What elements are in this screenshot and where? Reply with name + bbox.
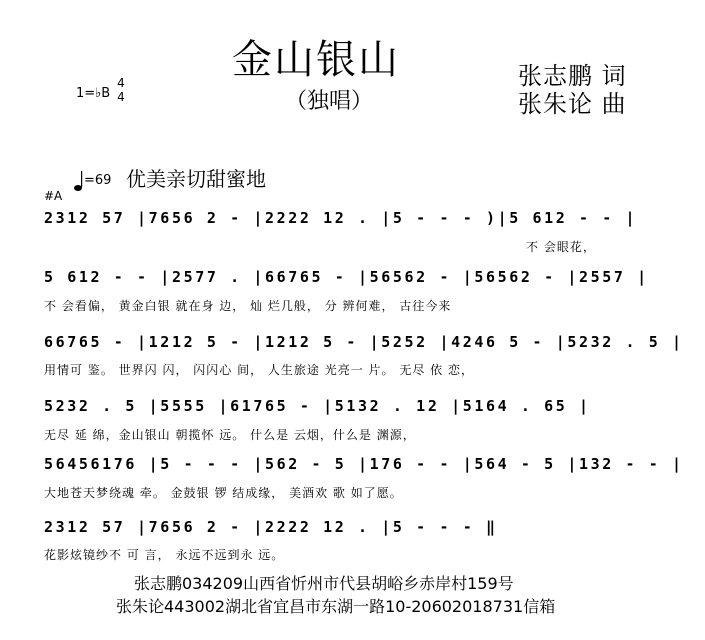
tempo-marking: =69 — [84, 173, 112, 188]
expression-marking: 优美亲切甜蜜地 — [126, 167, 266, 191]
lyricist-address: 张志鹏034209山西省忻州市代县胡峪乡赤岸村159号 — [134, 574, 514, 593]
score-line-4-lyrics: 无尽 延 绵，金山银山 朝揽怀 远。 什么是 云烟，什么是 渊源， — [44, 428, 416, 442]
score-line-4-music: 5232 . 5 |5555 |61765 - |5132 . 12 |5164 . 65 | — [44, 397, 591, 415]
quarter-note-icon — [74, 170, 84, 192]
score-line-3-music: 66765 - |1212 5 - |1212 5 - |5252 |4246 5 - |5232 . 5 | — [44, 333, 684, 351]
composer-address: 张朱论443002湖北省宜昌市东湖一路10-20602018731信箱 — [116, 597, 556, 616]
score-line-2-lyrics: 不 会看偏， 黄金白银 就在身 边， 灿 烂几般， 分 辨何难， 古往今来 — [44, 299, 452, 313]
composer-credit: 张朱论 曲 — [518, 90, 627, 118]
time-signature — [116, 76, 126, 104]
lyricist-credit: 张志鹏 词 — [518, 62, 627, 90]
score-line-3-lyrics: 用情可 鉴。 世界闪 闪， 闪闪心 间， 人生旅途 光亮一 片。 无尽 依 恋， — [44, 363, 474, 377]
time-signature-bottom: 4 — [117, 90, 125, 104]
score-line-6-music: 2312 57 |7656 2 - |2222 12 . |5 - - - ‖ — [44, 518, 498, 536]
song-subtitle: （独唱） — [285, 89, 374, 114]
time-signature-top: 4 — [117, 76, 125, 90]
score-line-5-music: 56456176 |5 - - - |562 - 5 |176 - - |564 - 5 |132 - - | — [44, 455, 684, 473]
score-line-6-lyrics: 花影炫镜纱不 可 言， 永远不远到永 远。 — [44, 548, 285, 562]
score-line-1-music: 2312 57 |7656 2 - |2222 12 . |5 - - - )|5 612 - - | — [44, 209, 638, 227]
key-signature: 1=♭B — [76, 86, 111, 101]
song-title: 金山银山 — [232, 37, 400, 83]
score-line-5-lyrics: 大地苍天梦绕魂 牵。 金鼓银 锣 结成缘， 美酒欢 歌 如了愿。 — [44, 486, 403, 500]
section-mark: #A — [44, 189, 63, 203]
score-line-1-lyrics: 不 会眼花， — [526, 240, 596, 254]
score-line-2-music: 5 612 - - |2577 . |66765 - |56562 - |56562 - |2557 | — [44, 268, 649, 286]
